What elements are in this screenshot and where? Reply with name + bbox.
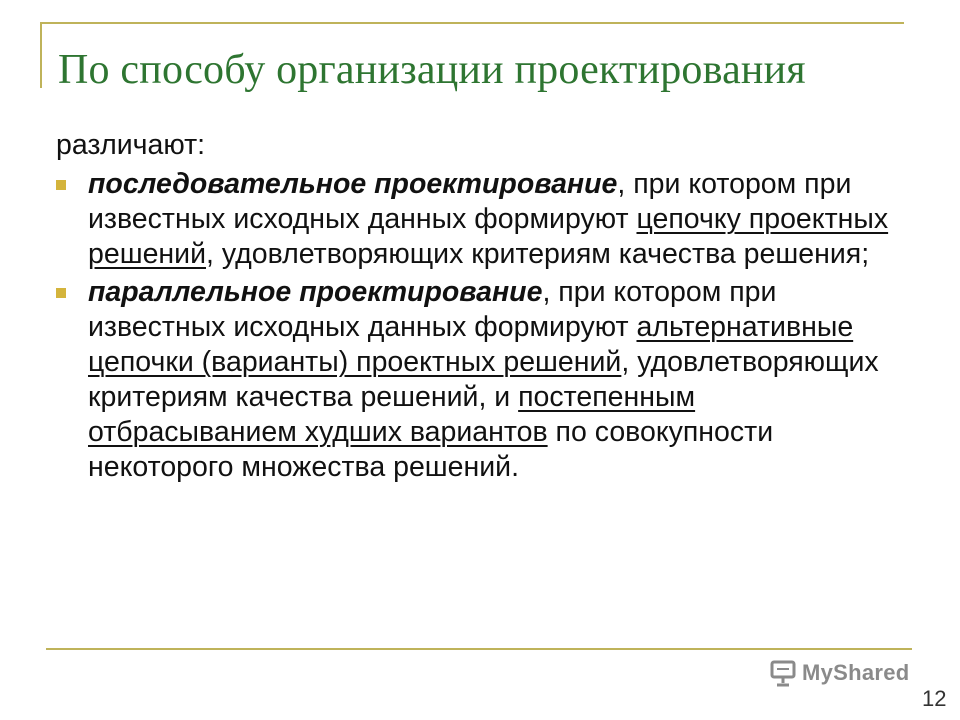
slide-body [56, 128, 906, 488]
bullet-square-icon [56, 180, 66, 190]
term-parallel: параллельное проектирование [88, 276, 543, 308]
intro-text: различают: [56, 129, 206, 161]
bullet-text: , при котором при известных исходных данных формируют [88, 168, 852, 235]
top-rule [40, 22, 904, 24]
underlined-phrase: цепочку проектных решений [88, 203, 889, 270]
term-sequential: последовательное проектирование [88, 168, 618, 200]
page-number: 12 [922, 686, 947, 711]
bullet-text: , при котором при известных исходных данных формируют [88, 276, 777, 343]
bullet-text: , удовлетворяющих критериям качества решения; [206, 238, 870, 270]
slide-title: По способу организации проектирования [58, 47, 806, 93]
underlined-phrase: альтернативные цепочки (варианты) проектных решений [88, 311, 854, 378]
bottom-rule [46, 648, 912, 650]
bullet-text: , удовлетворяющих критериям качества решений, и [88, 346, 879, 413]
watermark-logo [768, 656, 910, 690]
bullet-parallel [56, 275, 906, 485]
presentation-icon [768, 659, 798, 687]
underlined-phrase: постепенным отбрасыванием худших вариантов [88, 381, 696, 448]
bullet-square-icon [56, 288, 66, 298]
watermark-text: MyShared [802, 660, 910, 685]
bullet-text: по совокупности некоторого множества решений. [88, 416, 774, 483]
bullet-list [56, 167, 906, 485]
bullet-sequential [56, 167, 906, 272]
side-rule [40, 22, 42, 88]
